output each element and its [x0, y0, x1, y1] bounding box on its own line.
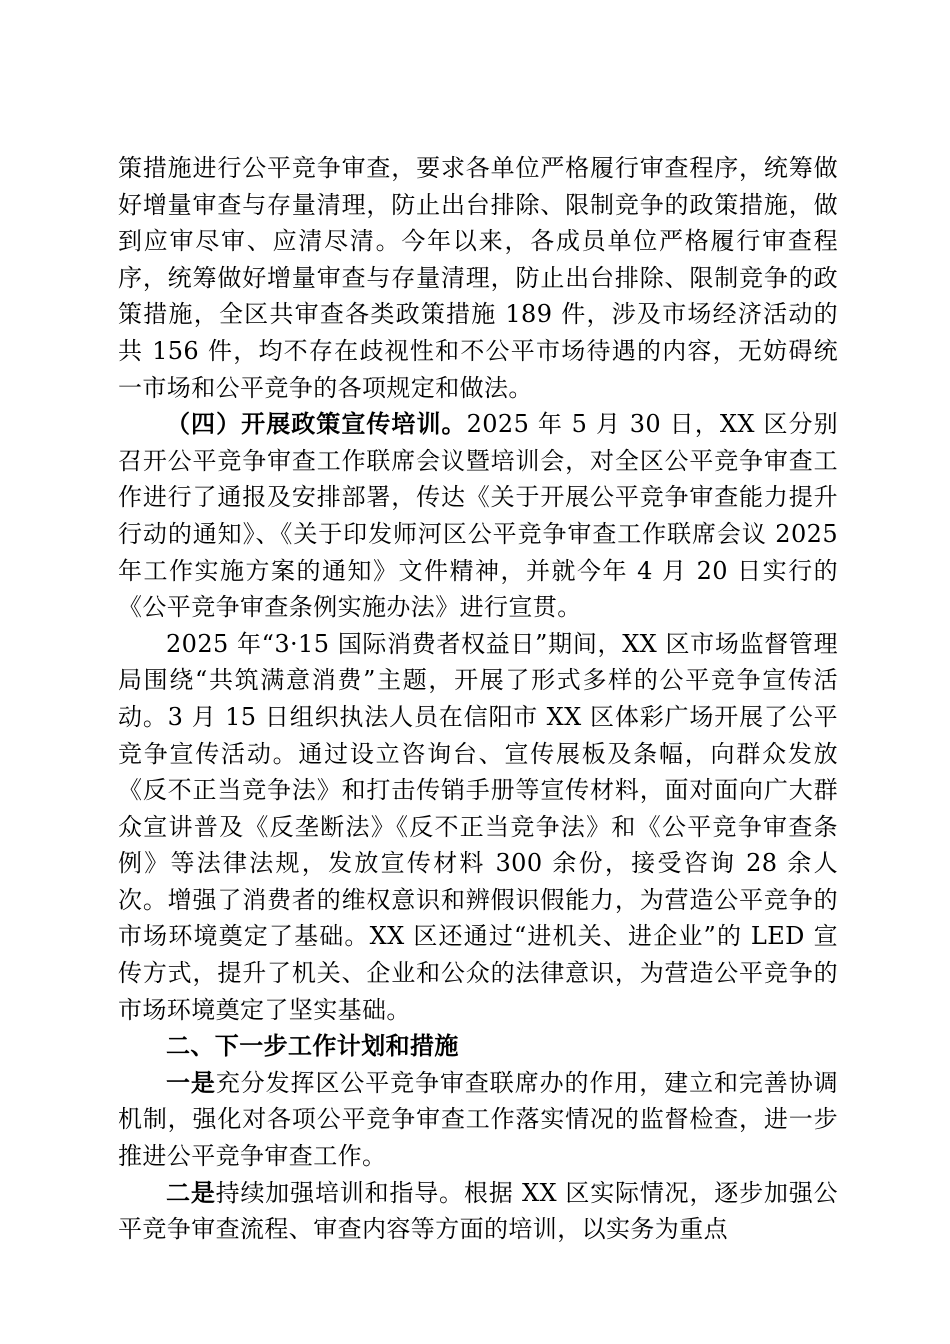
paragraph-policy-training	[118, 406, 838, 626]
section-heading-next-steps: 二、下一步工作计划和措施	[166, 1031, 459, 1061]
paragraph-step-one	[118, 1065, 838, 1175]
paragraph-consumer-day: 2025 年“3·15 国际消费者权益日”期间，XX 区市场监督管理局围绕“共筑满意消费”主题，开展了形式多样的公平竞争宣传活动。3 月 15 日组织执法人员在信阳市 XX 区体彩广场开展了公平竞争宣传活动。通过设立咨询台、宣传展板及条幅，向群众发放《反不正当竞争法》和打击传销手册等宣传材料，面对面向广大群众宣讲普及《反垄断法》《反不正当竞争法》和《公平竞争审查条例》等法律法规，发放宣传材料 300 余份，接受咨询 28 余人次。增强了消费者的维权意识和辨假识假能力，为营造公平竞争的市场环境奠定了基础。XX 区还通过“进机关、进企业”的 LED 宣传方式，提升了机关、企业和公众的法律意识，为营造公平竞争的市场环境奠定了坚实基础。	[118, 629, 838, 1024]
subheading-policy-training: （四）开展政策宣传培训。	[166, 409, 467, 439]
step-two-body: 持续加强培训和指导。根据 XX 区实际情况，逐步加强公平竞争审查流程、审查内容等方面的培训，以实务为重点	[118, 1178, 838, 1244]
paragraph-policy-review: 策措施进行公平竞争审查，要求各单位严格履行审查程序，统筹做好增量审查与存量清理，防止出台排除、限制竞争的政策措施，做到应审尽审、应清尽清。今年以来，各成员单位严格履行审查程序，统筹做好增量审查与存量清理，防止出台排除、限制竞争的政策措施，全区共审查各类政策措施 189 件，涉及市场经济活动的共 156 件，均不存在歧视性和不公平市场待遇的内容，无妨碍统一市场和公平竞争的各项规定和做法。	[118, 154, 838, 402]
step-one-body: 充分发挥区公平竞争审查联席办的作用，建立和完善协调机制，强化对各项公平竞争审查工作落实情况的监督检查，进一步推进公平竞争审查工作。	[118, 1068, 838, 1171]
step-two-lead: 二是	[166, 1177, 216, 1207]
step-one-lead: 一是	[166, 1067, 216, 1097]
paragraph-step-two	[118, 1175, 838, 1248]
paragraph-policy-training-body: 2025 年 5 月 30 日，XX 区分别召开公平竞争审查工作联席会议暨培训会，对全区公平竞争审查工作进行了通报及安排部署，传达《关于开展公平竞争审查能力提升行动的通知》、《关于印发师河区公平竞争审查工作联席会议 2025 年工作实施方案的通知》文件精神，并就今年 4 月 20 日实行的《公平竞争审查条例实施办法》进行宣贯。	[118, 410, 838, 622]
document-body	[118, 150, 838, 1248]
